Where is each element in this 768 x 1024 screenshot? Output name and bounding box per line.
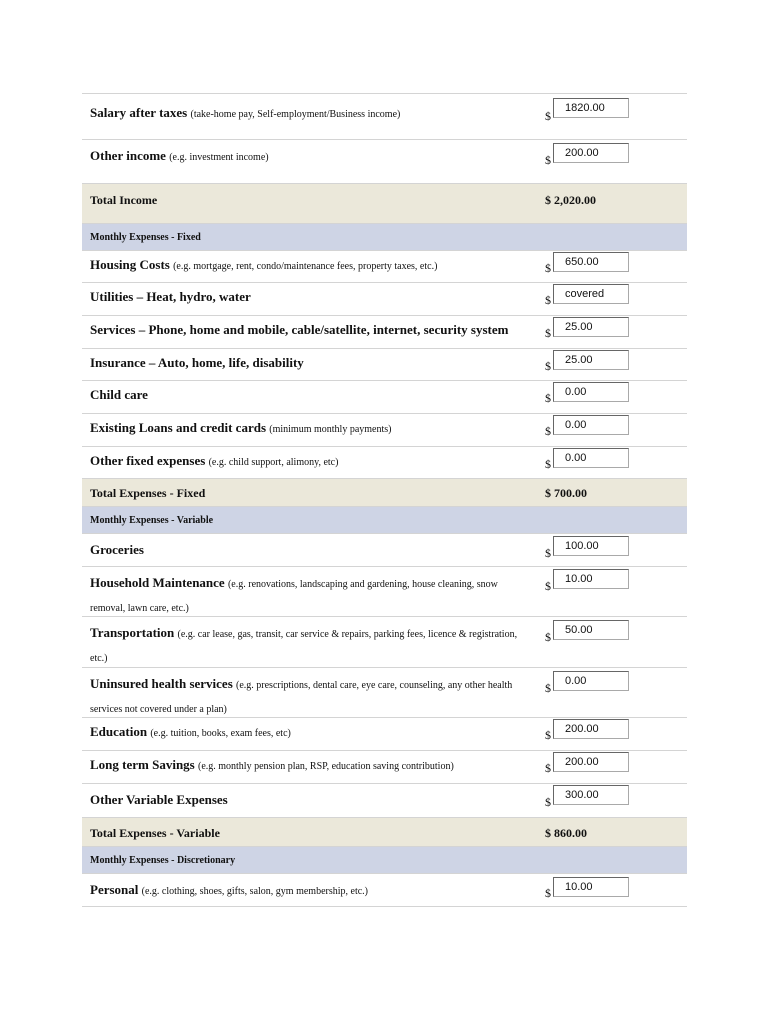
currency-symbol: $ [545, 630, 551, 644]
row-label: Transportation (e.g. car lease, gas, transit, car service & repairs, parking fees, licence & registration, etc.) [90, 625, 518, 664]
row-label: Insurance – Auto, home, life, disability [90, 355, 304, 370]
currency-symbol: $ [545, 546, 551, 560]
currency-symbol: $ [545, 681, 551, 695]
currency-symbol: $ [545, 109, 551, 123]
personal-input[interactable]: 10.00 [553, 877, 629, 897]
currency-symbol: $ [545, 326, 551, 340]
total-fixed-label: Total Expenses - Fixed [90, 486, 206, 500]
section-header-variable [82, 506, 687, 533]
housing-input[interactable]: 650.00 [553, 252, 629, 272]
section-header-discretionary [82, 846, 687, 873]
transportation-input[interactable]: 50.00 [553, 620, 629, 640]
other-fixed-input[interactable]: 0.00 [553, 448, 629, 468]
currency-symbol: $ [545, 293, 551, 307]
currency-symbol: $ [545, 153, 551, 167]
fixed-row-housing [82, 250, 687, 282]
household-input[interactable]: 10.00 [553, 569, 629, 589]
variable-row-other [82, 783, 687, 817]
row-label: Long term Savings (e.g. monthly pension plan, RSP, education saving contribution) [90, 757, 454, 772]
discretionary-row-personal [82, 873, 687, 907]
income-row-salary [82, 93, 687, 139]
groceries-input[interactable]: 100.00 [553, 536, 629, 556]
row-label: Salary after taxes (take-home pay, Self-employment/Business income) [90, 105, 401, 120]
variable-row-health [82, 667, 687, 717]
loans-input[interactable]: 0.00 [553, 415, 629, 435]
fixed-row-childcare [82, 380, 687, 413]
total-fixed-row [82, 478, 687, 506]
row-label: Groceries [90, 542, 144, 557]
fixed-row-services [82, 315, 687, 348]
currency-symbol: $ [545, 761, 551, 775]
currency-symbol: $ [545, 391, 551, 405]
row-label: Housing Costs (e.g. mortgage, rent, condo/maintenance fees, property taxes, etc.) [90, 257, 438, 272]
currency-symbol: $ [545, 457, 551, 471]
health-input[interactable]: 0.00 [553, 671, 629, 691]
savings-input[interactable]: 200.00 [553, 752, 629, 772]
utilities-input[interactable]: covered [553, 284, 629, 304]
row-label: Household Maintenance (e.g. renovations, landscaping and gardening, house cleaning, snow removal, lawn care, etc.) [90, 575, 498, 614]
row-label: Personal (e.g. clothing, shoes, gifts, salon, gym membership, etc.) [90, 882, 368, 897]
row-label: Existing Loans and credit cards (minimum monthly payments) [90, 420, 392, 435]
currency-symbol: $ [545, 261, 551, 275]
currency-symbol: $ [545, 424, 551, 438]
education-input[interactable]: 200.00 [553, 719, 629, 739]
row-label: Uninsured health services (e.g. prescriptions, dental care, eye care, counseling, any other health services not covered under a plan) [90, 676, 513, 715]
fixed-row-other [82, 446, 687, 478]
section-title: Monthly Expenses - Discretionary [90, 855, 236, 866]
currency-symbol: $ [545, 579, 551, 593]
services-input[interactable]: 25.00 [553, 317, 629, 337]
section-title: Monthly Expenses - Fixed [90, 232, 201, 243]
variable-row-education [82, 717, 687, 750]
row-label: Other Variable Expenses [90, 792, 228, 807]
section-header-fixed [82, 223, 687, 250]
currency-symbol: $ [545, 359, 551, 373]
total-variable-value: $ 860.00 [545, 826, 587, 840]
currency-symbol: $ [545, 795, 551, 809]
row-label: Education (e.g. tuition, books, exam fees, etc) [90, 724, 291, 739]
total-variable-row [82, 817, 687, 846]
variable-row-household [82, 566, 687, 616]
row-label: Services – Phone, home and mobile, cable/satellite, internet, security system [90, 322, 509, 337]
currency-symbol: $ [545, 728, 551, 742]
row-label: Utilities – Heat, hydro, water [90, 289, 251, 304]
fixed-row-utilities [82, 282, 687, 315]
total-income-row [82, 183, 687, 223]
row-label: Child care [90, 387, 148, 402]
row-label: Other fixed expenses (e.g. child support, alimony, etc) [90, 453, 339, 468]
fixed-row-insurance [82, 348, 687, 380]
income-row-other [82, 139, 687, 183]
section-title: Monthly Expenses - Variable [90, 515, 214, 526]
fixed-row-loans [82, 413, 687, 446]
other-income-input[interactable]: 200.00 [553, 143, 629, 163]
salary-input[interactable]: 1820.00 [553, 98, 629, 118]
total-income-label: Total Income [90, 193, 158, 207]
currency-symbol: $ [545, 886, 551, 900]
total-fixed-value: $ 700.00 [545, 486, 587, 500]
other-variable-input[interactable]: 300.00 [553, 785, 629, 805]
variable-row-savings [82, 750, 687, 783]
insurance-input[interactable]: 25.00 [553, 350, 629, 370]
row-label: Other income (e.g. investment income) [90, 148, 269, 163]
variable-row-transportation [82, 616, 687, 667]
variable-row-groceries [82, 533, 687, 566]
total-variable-label: Total Expenses - Variable [90, 826, 220, 840]
budget-table [82, 93, 687, 907]
total-income-value: $ 2,020.00 [545, 193, 596, 207]
childcare-input[interactable]: 0.00 [553, 382, 629, 402]
